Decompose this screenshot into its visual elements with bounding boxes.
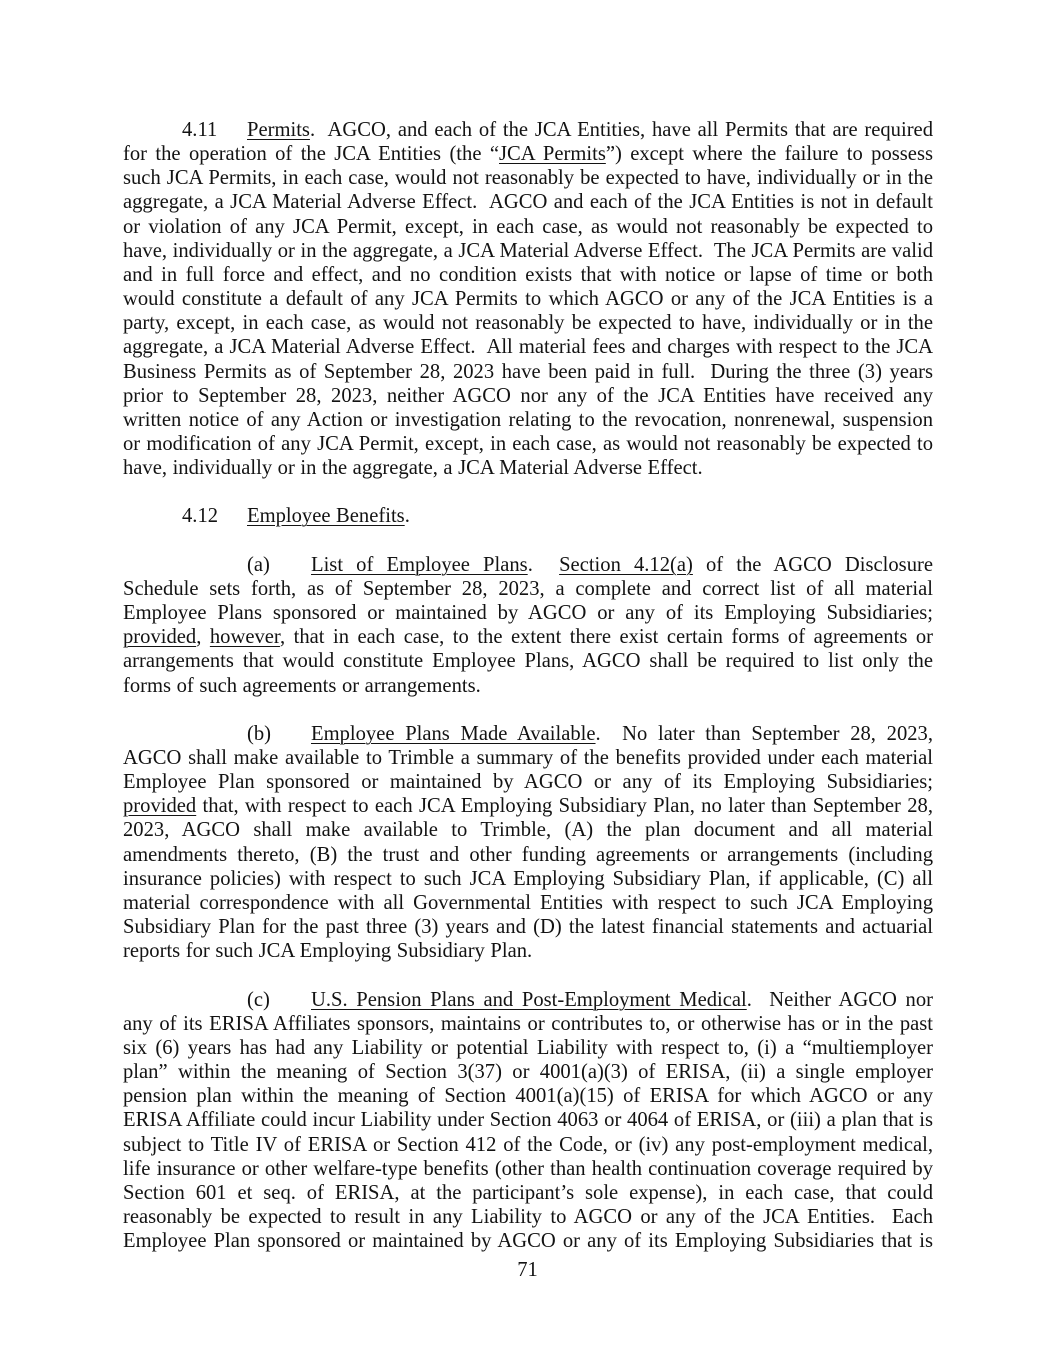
text-run: . Neither AGCO nor any of its ERISA Affiliates sponsors, maintains or contributes to, or otherwise has or in the past six (6) years has had any Liability or potential Liability with respect to, (i) a “multiemployer plan” within the meaning of Section 3(37) or 4001(a)(3) of ERISA, (ii) a single employer pension plan within the meaning of Section 4001(a)(15) of ERISA for which AGCO or any ERISA Affiliate could incur Liability under Section 4063 or 4064 of ERISA, or (iii) a plan that is subject to Title IV of ERISA or Section 412 of the Code, or (iv) any post-employment medical, life insurance or other welfare-type benefits (other than health continuation coverage required by Section 601 et seq. of ERISA, at the participant’s sole expense), in each case, that could reasonably be expected to result in any Liability to AGCO or any of the JCA Entities. Each Employee Plan sponsored or maintained by AGCO or any of its Employing Subsidiaries that is — [123, 988, 933, 1253]
section-4-12-employee-benefits — [123, 504, 933, 528]
text-run: , — [196, 626, 210, 649]
text-run: . — [404, 505, 410, 528]
underlined-text: provided — [123, 626, 197, 649]
underlined-text: JCA Permits — [499, 143, 606, 166]
subsection-a-list-of-employee-plans — [123, 553, 933, 698]
text-run: that, with respect to each JCA Employing Subsidiary Plan, no later than September 28, 2023, AGCO shall make available to Trimble, (A) the plan document and all material amendments thereto, (B) the trust and other funding agreements or arrangements (including insurance policies) with respect to such JCA Employing Subsidiary Plan, if applicable, (C) all material correspondence with all Governmental Entities with respect to such JCA Employing Subsidiary Plan for the past three (3) years and (D) the latest financial statements and actuarial reports for such JCA Employing Subsidiary Plan. — [123, 795, 933, 963]
text-run: . AGCO, and each of the JCA Entities, have all Permits that are required for the operation of the JCA Entities (the “ — [123, 119, 933, 166]
paragraph-number-leader: (c) — [247, 988, 270, 1011]
underlined-text: provided — [123, 795, 197, 818]
paragraph-number-leader: (b) — [247, 722, 272, 745]
text-run: ”) except where the failure to possess such JCA Permits, in each case, would not reasonably be expected to have, individually or in the aggregate, a JCA Material Adverse Effect. AGCO and each of the JCA Entities is not in default or violation of any JCA Permit, except, in each case, as would not reasonably be expected to have, individually or in the aggregate, a JCA Material Adverse Effect. The JCA Permits are valid and in full force and effect, and no condition exists that with notice or lapse of time or both would constitute a default of any JCA Permits to which AGCO or any of the JCA Entities is a party, except, in each case, as would not reasonably be expected to have, individually or in the aggregate, a JCA Material Adverse Effect. All material fees and charges with respect to the JCA Business Permits as of September 28, 2023 have been paid in full. During the three (3) years prior to September 28, 2023, neither AGCO nor any of the JCA Entities have received any written notice of any Action or investigation relating to the revocation, nonrenewal, suspension or modification of any JCA Permit, except, in each case, as would not reasonably be expected to have, individually or in the aggregate, a JCA Material Adverse Effect. — [123, 143, 933, 480]
text-run: . No later than September 28, 2023, AGCO shall make available to Trimble a summary of the benefits provided under each material Employee Plan sponsored or maintained by AGCO or any of its Employing Subsidiaries; — [123, 722, 933, 794]
text-run: , that in each case, to the extent there exist certain forms of agreements or arrangements that would constitute Employee Plans, AGCO shall be required to list only the forms of such agreements or arrangements. — [123, 626, 933, 697]
text-run: . — [527, 553, 560, 576]
underlined-text: List of Employee Plans — [311, 553, 528, 576]
text-run: of the AGCO Disclosure Schedule sets forth, as of September 28, 2023, a complete and correct list of all material Employee Plans sponsored or maintained by AGCO or any of its Employing Subsidiaries; — [123, 553, 933, 625]
underlined-text: Employee Plans Made Available — [311, 722, 596, 745]
paragraph-number-leader: (a) — [247, 553, 270, 576]
subsection-c-us-pension-plans-and-post-employment-medical — [123, 988, 933, 1254]
underlined-text: Permits — [247, 119, 310, 141]
page-number: 71 — [517, 1259, 538, 1281]
underlined-text: however — [209, 626, 280, 649]
paragraph-number-leader: 4.11 — [182, 119, 218, 141]
document-body — [123, 118, 933, 1253]
underlined-text: U.S. Pension Plans and Post-Employment Medical — [311, 988, 747, 1011]
underlined-text: Section 4.12(a) — [559, 553, 693, 576]
underlined-text: Employee Benefits — [247, 505, 405, 528]
paragraph-number-leader: 4.12 — [182, 505, 219, 528]
subsection-b-employee-plans-made-available — [123, 722, 933, 964]
section-4-11-permits — [123, 118, 933, 480]
